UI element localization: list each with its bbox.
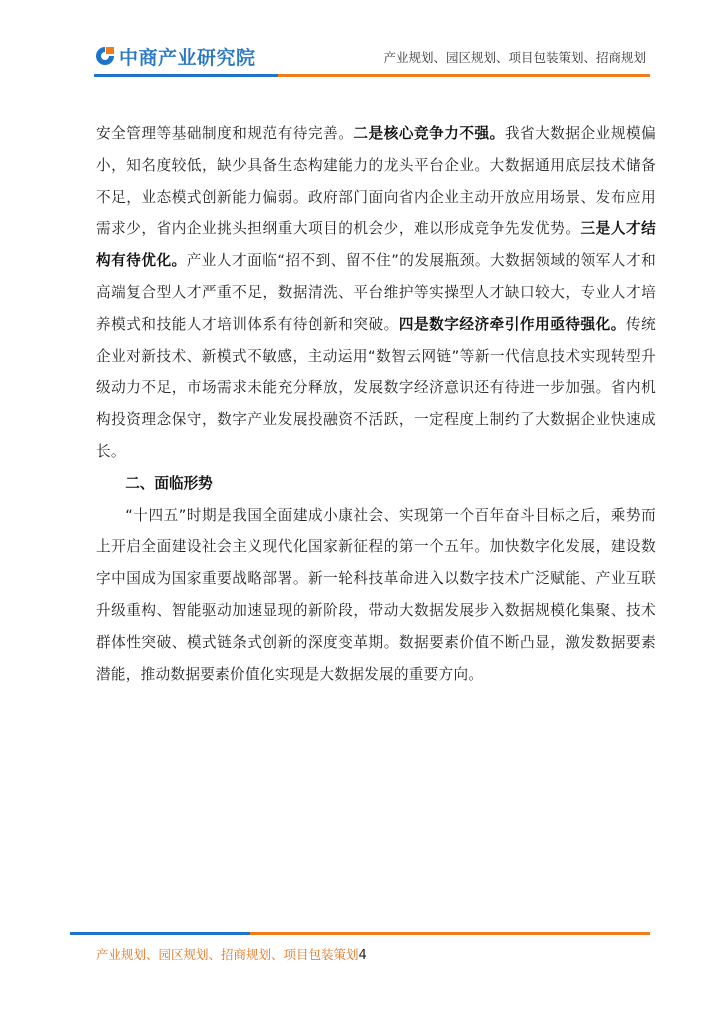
bold-point-two: 二是核心竞争力不强。 [353, 125, 505, 142]
paragraph-situation: “十四五”时期是我国全面建成小康社会、实现第一个百年奋斗目标之后，乘势而上开启全面建设社会主义现代化国家新征程的第一个五年。加快数字化发展，建设数字中国成为国家重要战略部署。新一轮科技革命进入以数字技术广泛赋能、产业互联升级重构、智能驱动加速显现的新阶段，带动大数据发展步入数据规模化集聚、技术群体性突破、模式链条式创新的深度变革期。数据要素价值不断凸显，激发数据要素潜能，推动数据要素价值化实现是大数据发展的重要方向。 [96, 506, 656, 683]
bold-point-three: 三是人才结构有待优化。 [96, 220, 656, 270]
company-logo [94, 42, 256, 70]
page-number: 4 [358, 948, 367, 963]
header-tagline: 产业规划、园区规划、项目包装策划、招商规划 [383, 50, 646, 65]
page-header [0, 0, 724, 82]
page-footer [96, 945, 367, 963]
logo-mark-icon [94, 45, 116, 67]
section-heading: 二、面临形势 [125, 474, 213, 492]
document-body [96, 118, 656, 690]
paragraph-text: 我省大数据企业规模偏小，知名度较低，缺少具备生态构建能力的龙头平台企业。大数据通用底层技术储备不足，业态模式创新能力偏弱。政府部门面向省内企业主动开放应用场景、发布应用需求少，省内企业挑头担纲重大项目的机会少，难以形成竞争先发优势。 [96, 125, 656, 238]
footer-text: 产业规划、园区规划、招商规划、项目包装策划 [96, 947, 359, 962]
footer-divider [70, 932, 650, 935]
header-divider [94, 74, 650, 77]
paragraph-text: 产业人才面临“招不到、留不住”的发展瓶颈。大数据领域的领军人才和高端复合型人才严重不足，数据清洗、平台维护等实操型人才缺口较大，专业人才培养模式和技能人才培训体系有待创新和突破。 [96, 252, 656, 333]
paragraph-text: 传统企业对新技术、新模式不敏感，主动运用“数智云网链”等新一代信息技术实现转型升级动力不足，市场需求未能充分释放，发展数字经济意识还有待进一步加强。省内机构投资理念保守，数字产业发展投融资不活跃，一定程度上制约了大数据企业快速成长。 [96, 315, 656, 460]
paragraph-text: 安全管理等基础制度和规范有待完善。 [96, 125, 354, 142]
paragraph-challenges [96, 118, 656, 468]
bold-point-four: 四是数字经济牵引作用亟待强化。 [398, 315, 626, 333]
logo-text: 中商产业研究院 [119, 46, 256, 69]
